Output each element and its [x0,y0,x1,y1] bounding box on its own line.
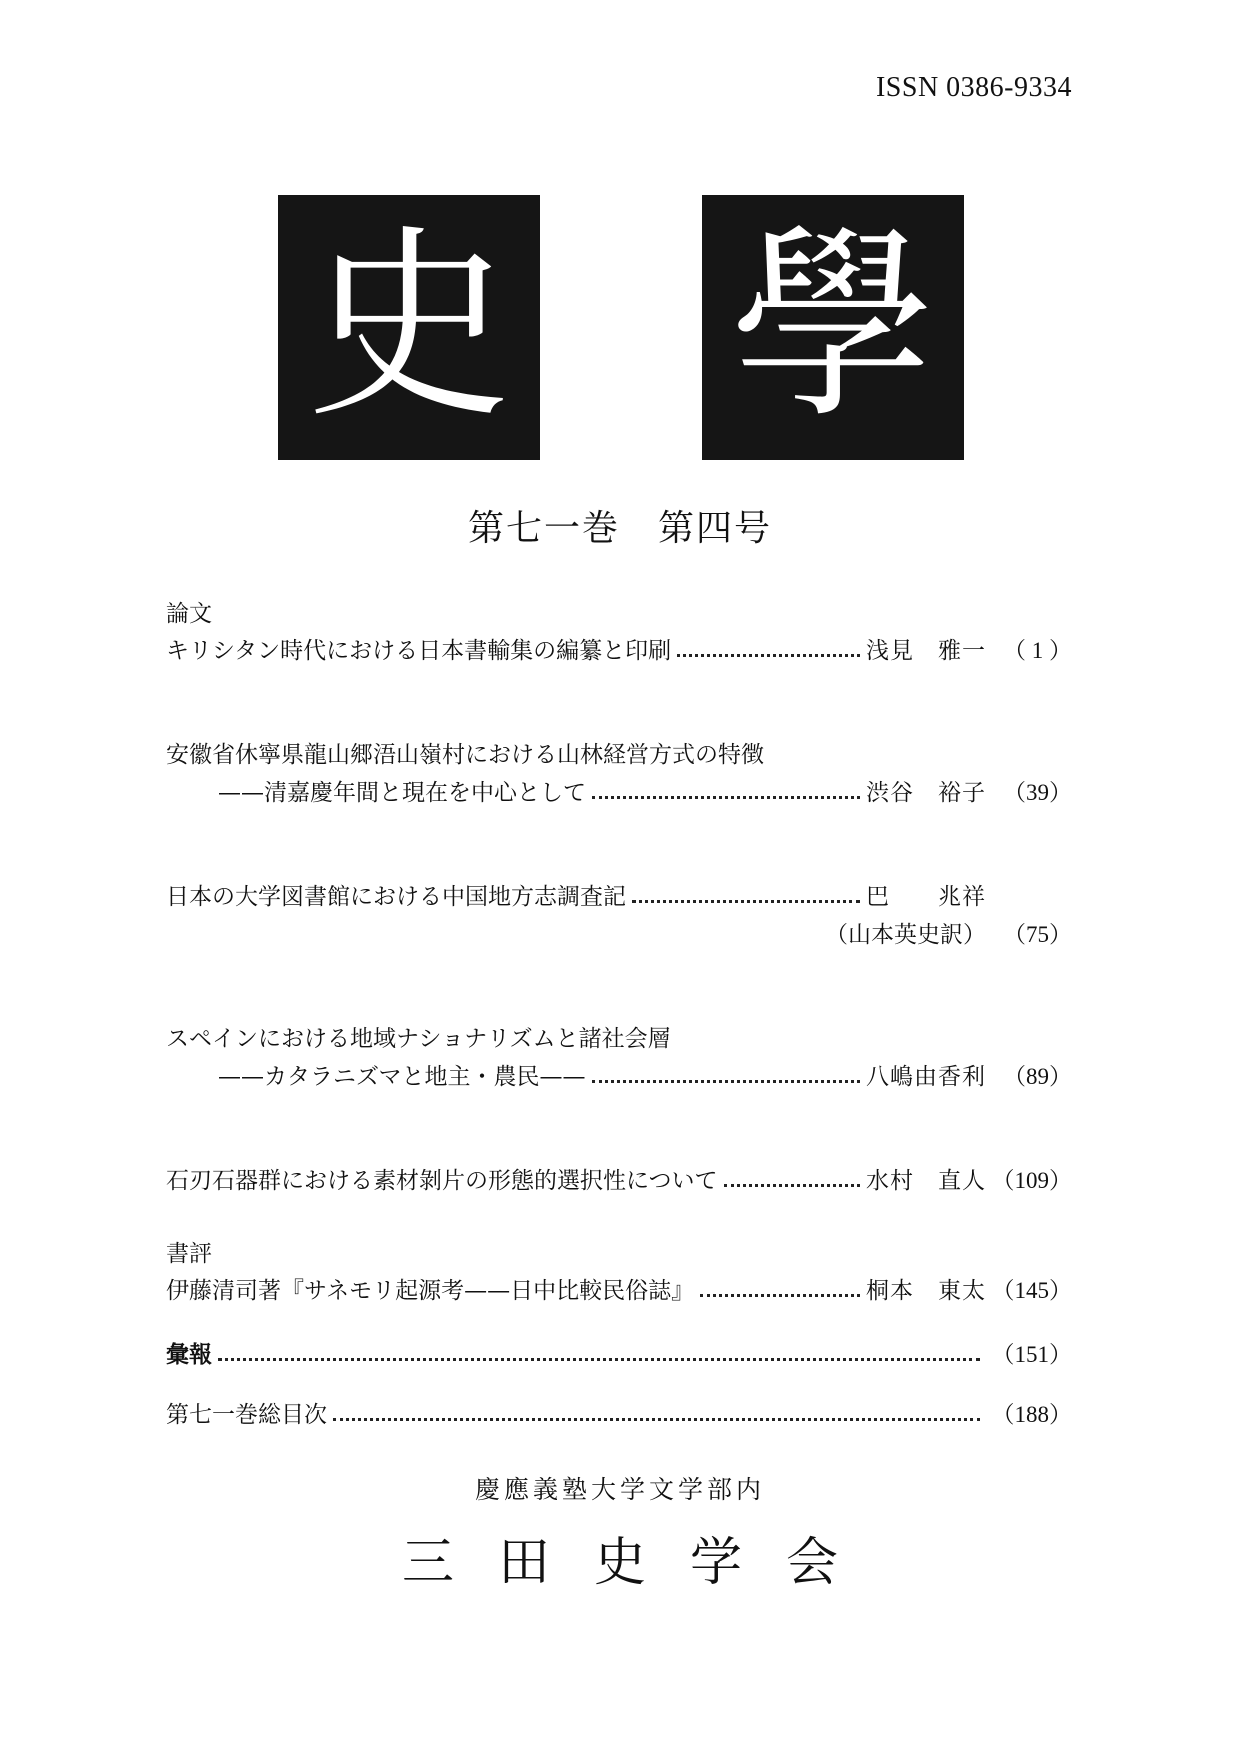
entry-title: 石刃石器群における素材剝片の形態的選択性について [166,1168,718,1194]
toc-entry-misc[interactable] [166,1396,1072,1434]
masthead-left-text: 史 [306,208,512,446]
toc-entry-misc[interactable] [166,1336,1072,1374]
toc-entry[interactable] [166,736,1072,812]
entry-page: （39） [1003,780,1072,805]
entry-page: （89） [1003,1064,1072,1089]
entry-author: 浅見 雅一 [866,638,986,664]
leader-dots [333,1418,980,1421]
leader-dots [592,1080,860,1083]
entry-page: （ 1 ） [1003,638,1072,663]
section-heading-reviews: 書評 [166,1241,212,1267]
toc-entry[interactable] [166,632,1072,670]
entry-author: 渋谷 裕子 [866,780,986,806]
entry-title: 彙報 [166,1341,212,1368]
leader-dots [632,900,860,903]
entry-author: 八嶋由香利 [866,1064,986,1090]
masthead-char-left [278,195,540,460]
toc-entry[interactable] [166,1162,1072,1200]
entry-subtitle: ——清嘉慶年間と現在を中心として [218,780,586,806]
leader-dots [700,1294,860,1297]
entry-page: （151） [991,1342,1072,1367]
leader-dots [677,654,860,657]
masthead-char-right [702,195,964,460]
toc-entry[interactable] [166,1272,1072,1310]
leader-dots [592,796,860,799]
entry-author: 桐本 東太 [866,1278,986,1304]
entry-title: 日本の大学図書館における中国地方志調査記 [166,884,626,910]
entry-page: （75） [1003,922,1072,947]
entry-title: スペインにおける地域ナショナリズムと諸社会層 [166,1026,671,1052]
entry-author: 巴 兆祥 [866,884,986,910]
section-heading-papers: 論文 [166,601,212,627]
publisher-affiliation: 慶應義塾大学文学部内 [474,1475,765,1504]
issn-number: ISSN 0386-9334 [875,72,1072,103]
masthead-right-text: 學 [730,208,936,446]
entry-title: 安徽省休寧県龍山郷浯山嶺村における山林経営方式の特徴 [166,742,764,768]
entry-author: 水村 直人 [866,1168,986,1194]
entry-subtitle: ——カタラニズマと地主・農民—— [218,1064,586,1090]
volume-issue: 第七一巻 第四号 [467,508,772,549]
entry-title: 伊藤清司著『サネモリ起源考——日中比較民俗誌』 [166,1278,695,1304]
leader-dots [218,1358,980,1361]
leader-dots [724,1184,860,1187]
entry-translator: （山本英史訳） [825,922,986,948]
entry-page: （188） [991,1402,1072,1427]
entry-page: （109） [991,1168,1072,1193]
toc-entry[interactable] [166,1020,1072,1096]
publisher-name: 三田史学会 [401,1533,882,1593]
entry-title: キリシタン時代における日本書輸集の編纂と印刷 [166,638,672,664]
table-of-contents [166,596,1072,1434]
toc-entry[interactable] [166,878,1072,954]
entry-title: 第七一巻総目次 [166,1402,327,1428]
entry-page: （145） [991,1278,1072,1303]
